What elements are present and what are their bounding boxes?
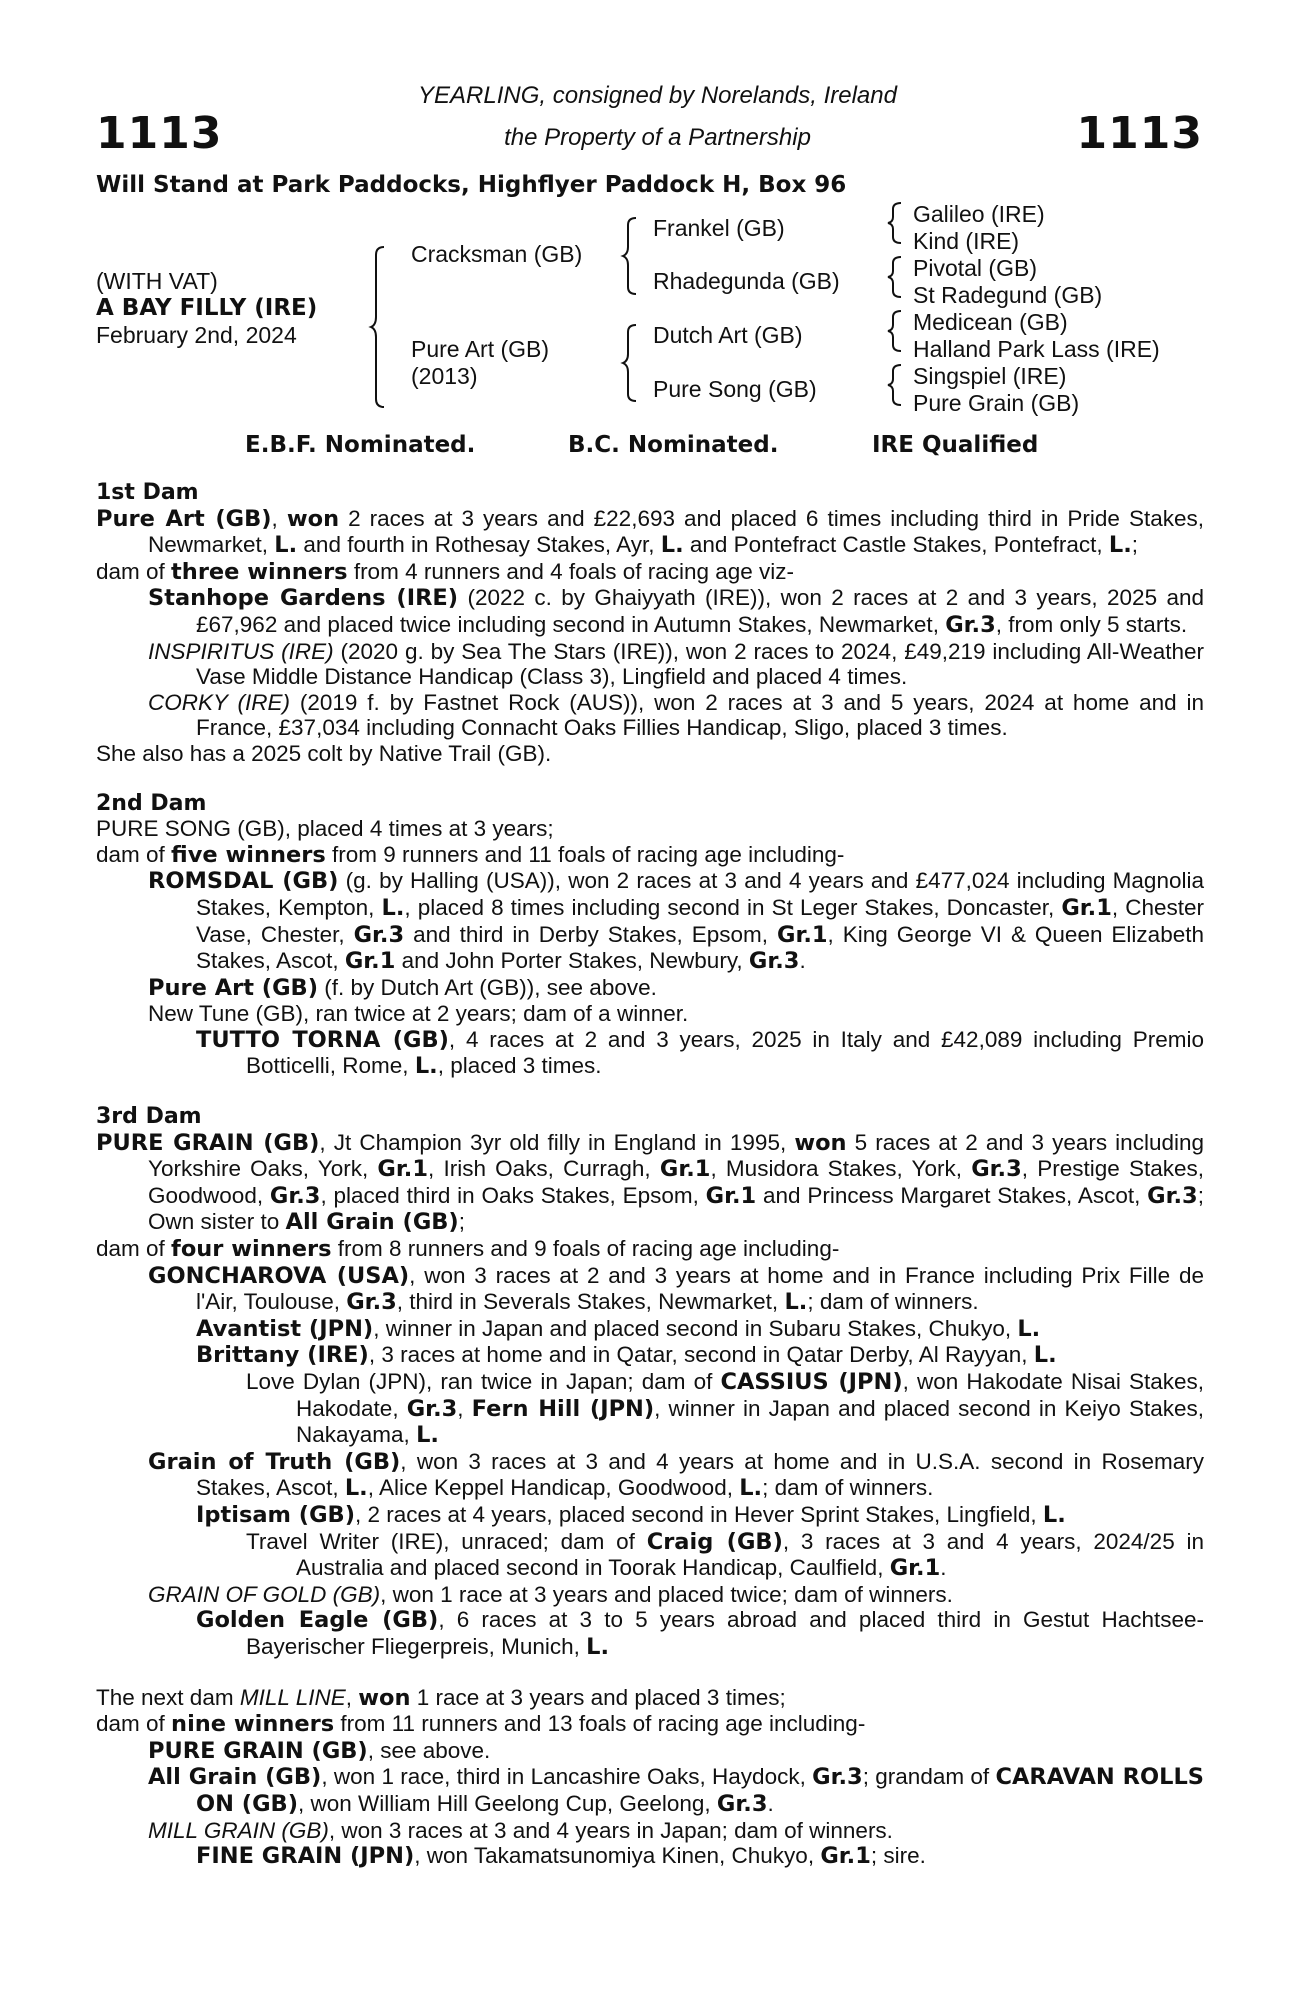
stand-location: Will Stand at Park Paddocks, Highflyer Paddock H, Box 96 xyxy=(96,172,847,198)
second-dam-progeny-1: ROMSDAL (GB) (g. by Halling (USA)), won 2 races at 3 and 4 years and £477,024 including Magnolia Stakes, Kempton, L., placed 8 times including second in St Leger Stakes, Doncaster, Gr.1, Chester Vase, Chester, Gr.3 and third in Derby Stakes, Epsom, Gr.1, King George VI & Queen Elizabeth Stakes, Ascot, Gr.1 and John Porter Stakes, Newbury, Gr.3. xyxy=(148,868,1204,975)
property-line: the Property of a Partnership xyxy=(504,124,811,151)
lot-number-right: 1113 xyxy=(1076,108,1203,159)
next-dam-grand-progeny: FINE GRAIN (JPN), won Takamatsunomiya Kinen, Chukyo, Gr.1; sire. xyxy=(196,1843,926,1870)
pedigree-bracket-main xyxy=(370,245,390,410)
next-dam-entry: The next dam MILL LINE, won 1 race at 3 years and placed 3 times; xyxy=(96,1684,786,1711)
ped-ddd: Pure Grain (GB) xyxy=(913,390,1080,416)
dam-sire: Dutch Art (GB) xyxy=(653,322,803,348)
next-dam-progeny-3: MILL GRAIN (GB), won 3 races at 3 and 4 years in Japan; dam of winners. xyxy=(148,1817,893,1843)
sire-name: Cracksman (GB) xyxy=(411,241,583,267)
first-dam-progeny-1: Stanhope Gardens (IRE) (2022 c. by Ghaiyyath (IRE)), won 2 races at 2 and 3 years, 2025 and £67,962 and placed twice including second in Autumn Stakes, Newmarket, Gr.3, from only 5 starts. xyxy=(148,585,1204,638)
second-dam-grand-progeny: TUTTO TORNA (GB), 4 races at 2 and 3 years, 2025 in Italy and £42,089 including Premio Botticelli, Rome, L., placed 3 times. xyxy=(196,1026,1204,1080)
first-dam-produce-summary: dam of three winners from 4 runners and 4 foals of racing age viz- xyxy=(96,558,795,585)
ped-ssd: Kind (IRE) xyxy=(913,228,1020,254)
next-dam-progeny-2: All Grain (GB), won 1 race, third in Lancashire Oaks, Haydock, Gr.3; grandam of CARAVAN ROLLS ON (GB), won William Hill Geelong Cup, Geelong, Gr.3. xyxy=(148,1764,1205,1817)
ped-sds: Pivotal (GB) xyxy=(913,255,1037,281)
sire-dam: Rhadegunda (GB) xyxy=(653,268,840,294)
second-dam-heading: 2nd Dam xyxy=(96,790,207,816)
second-dam-progeny-3: New Tune (GB), ran twice at 2 years; dam of a winner. xyxy=(148,1001,689,1027)
horse-name: A BAY FILLY (IRE) xyxy=(96,295,318,321)
third-dam-entry: PURE GRAIN (GB), Jt Champion 3yr old filly in England in 1995, won 5 races at 2 and 3 years including Yorkshire Oaks, York, Gr.1, Irish Oaks, Curragh, Gr.1, Musidora Stakes, York, Gr.3, Prestige Stakes, Goodwood, Gr.3, placed third in Oaks Stakes, Epsom, Gr.1 and Princess Margaret Stakes, Ascot, Gr.3; Own sister to All Grain (GB); xyxy=(96,1129,1205,1236)
bc-nomination: B.C. Nominated. xyxy=(568,432,779,458)
horse-dob: February 2nd, 2024 xyxy=(96,322,297,348)
third-dam-grand-progeny-4: Iptisam (GB), 2 races at 4 years, placed second in Hever Sprint Stakes, Lingfield, L. xyxy=(196,1501,1066,1528)
third-dam-progeny-3: GRAIN OF GOLD (GB), won 1 race at 3 years and placed twice; dam of winners. xyxy=(148,1581,953,1607)
pedigree-bracket-dam xyxy=(622,323,642,403)
third-dam-progeny-2: Grain of Truth (GB), won 3 races at 3 and 4 years at home and in U.S.A. second in Rosemary Stakes, Ascot, L., Alice Keppel Handicap, Goodwood, L.; dam of winners. xyxy=(148,1448,1204,1502)
dam-year: (2013) xyxy=(411,363,478,389)
bracket-g1 xyxy=(887,201,907,245)
vat-note: (WITH VAT) xyxy=(96,268,218,294)
lot-number-left: 1113 xyxy=(96,108,223,159)
dam-dam: Pure Song (GB) xyxy=(653,376,817,402)
ped-dss: Medicean (GB) xyxy=(913,309,1068,335)
ped-dsd: Halland Park Lass (IRE) xyxy=(913,336,1160,362)
third-dam-grand-progeny-1: Avantist (JPN), winner in Japan and placed second in Subaru Stakes, Chukyo, L. xyxy=(196,1315,1041,1342)
bracket-g3 xyxy=(887,309,907,353)
third-dam-grand-progeny-6: Golden Eagle (GB), 6 races at 3 to 5 years abroad and placed third in Gestut Hachtsee-Bayerischer Fliegerpreis, Munich, L. xyxy=(196,1607,1205,1660)
ped-sdd: St Radegund (GB) xyxy=(913,282,1103,308)
second-dam-progeny-2: Pure Art (GB) (f. by Dutch Art (GB)), see above. xyxy=(148,974,657,1001)
third-dam-progeny-1: GONCHAROVA (USA), won 3 races at 2 and 3 years at home and in France including Prix Fille de l'Air, Toulouse, Gr.3, third in Severals Stakes, Newmarket, L.; dam of winners. xyxy=(148,1262,1205,1316)
third-dam-produce-summary: dam of four winners from 8 runners and 9 foals of racing age including- xyxy=(96,1236,840,1263)
second-dam-entry: PURE SONG (GB), placed 4 times at 3 years; xyxy=(96,816,554,842)
third-dam-heading: 3rd Dam xyxy=(96,1104,202,1130)
third-dam-grand-progeny-3: Love Dylan (JPN), ran twice in Japan; dam of CASSIUS (JPN), won Hakodate Nisai Stakes, Hakodate, Gr.3, Fern Hill (JPN), winner in Japan and placed second in Keiyo Stakes, Nakayama, L. xyxy=(246,1369,1205,1449)
first-dam-progeny-3: CORKY (IRE) (2019 f. by Fastnet Rock (AUS)), won 2 races at 3 and 5 years, 2024 at home and in France, £37,034 including Connacht Oaks Fillies Handicap, Sligo, placed 3 times. xyxy=(148,689,1204,741)
second-dam-produce-summary: dam of five winners from 9 runners and 11 foals of racing age including- xyxy=(96,841,845,868)
catalogue-body xyxy=(96,480,1204,1870)
consignment-line: YEARLING, consigned by Norelands, Ireland xyxy=(418,82,897,109)
pedigree-bracket-sire xyxy=(622,216,642,296)
first-dam-heading: 1st Dam xyxy=(96,480,199,505)
ped-dds: Singspiel (IRE) xyxy=(913,363,1067,389)
bracket-g4 xyxy=(887,363,907,407)
next-dam-progeny-1: PURE GRAIN (GB), see above. xyxy=(148,1737,491,1764)
third-dam-grand-progeny-2: Brittany (IRE), 3 races at home and in Qatar, second in Qatar Derby, Al Rayyan, L. xyxy=(196,1342,1057,1369)
first-dam-also: She also has a 2025 colt by Native Trail (GB). xyxy=(96,740,552,766)
bracket-g2 xyxy=(887,255,907,299)
ebf-nomination: E.B.F. Nominated. xyxy=(245,432,476,458)
next-dam-produce-summary: dam of nine winners from 11 runners and 13 foals of racing age including- xyxy=(96,1711,866,1738)
first-dam-progeny-2: INSPIRITUS (IRE) (2020 g. by Sea The Stars (IRE)), won 2 races to 2024, £49,219 including All-Weather Vase Middle Distance Handicap (Class 3), Lingfield and placed 4 times. xyxy=(148,638,1204,690)
sire-sire: Frankel (GB) xyxy=(653,215,785,241)
first-dam-entry: Pure Art (GB), won 2 races at 3 years and £22,693 and placed 6 times including third in Pride Stakes, Newmarket, L. and fourth in Rothesay Stakes, Ayr, L. and Pontefract Castle Stakes, Pontefract, L.; xyxy=(96,505,1204,559)
dam-name: Pure Art (GB) xyxy=(411,336,550,362)
ire-qualified: IRE Qualified xyxy=(872,432,1039,458)
ped-sss: Galileo (IRE) xyxy=(913,201,1045,227)
third-dam-grand-progeny-5: Travel Writer (IRE), unraced; dam of Craig (GB), 3 races at 3 and 4 years, 2024/25 in Australia and placed second in Toorak Handicap, Caulfield, Gr.1. xyxy=(246,1528,1204,1582)
